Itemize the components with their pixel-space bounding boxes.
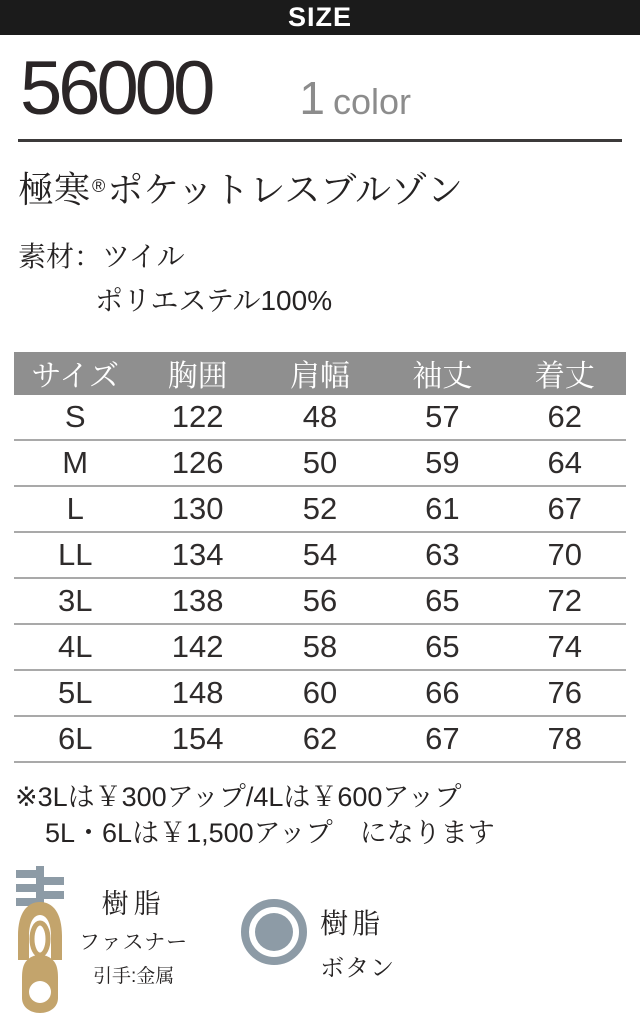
cell-shoulder: 62 xyxy=(302,720,338,756)
cell-size: 3L xyxy=(57,582,93,618)
zipper-icon xyxy=(13,866,67,1014)
material-line2: ポリエステル100% xyxy=(95,284,333,316)
table-row xyxy=(14,717,626,763)
cell-shoulder: 50 xyxy=(302,444,338,480)
col-header-sleeve: 袖丈 xyxy=(412,360,473,394)
cell-length: 64 xyxy=(547,444,582,480)
cell-chest: 138 xyxy=(171,582,224,618)
table-row xyxy=(14,441,626,487)
cell-sleeve: 63 xyxy=(425,536,460,572)
cell-chest: 148 xyxy=(171,674,224,710)
cell-size: L xyxy=(66,490,84,526)
material-section xyxy=(0,211,640,322)
product-row xyxy=(0,35,640,131)
cell-sleeve: 65 xyxy=(425,628,460,664)
size-banner xyxy=(0,0,640,35)
table-header-row xyxy=(14,352,626,395)
cell-chest: 134 xyxy=(171,536,224,572)
cell-shoulder: 58 xyxy=(302,628,338,664)
table-row xyxy=(14,579,626,625)
cell-chest: 154 xyxy=(171,720,224,756)
cell-length: 72 xyxy=(547,582,582,618)
feature-icons-row xyxy=(13,866,640,1014)
material-line1: 素材：ツイル xyxy=(18,241,185,273)
col-header-shoulder: 肩幅 xyxy=(289,360,350,394)
cell-length: 76 xyxy=(547,674,582,710)
table-row xyxy=(14,533,626,579)
col-header-chest: 胸囲 xyxy=(167,360,228,394)
button-material-label: 樹脂 xyxy=(320,907,385,939)
cell-sleeve: 66 xyxy=(425,674,460,710)
cell-length: 70 xyxy=(547,536,582,572)
fastener-type-label: ファスナー xyxy=(79,930,189,954)
registered-mark: ® xyxy=(92,176,106,196)
product-code: 56000 xyxy=(20,46,212,131)
cell-shoulder: 56 xyxy=(302,582,338,618)
cell-length: 78 xyxy=(547,720,582,756)
price-note xyxy=(0,763,640,852)
color-word: color xyxy=(332,81,411,122)
product-title xyxy=(0,142,640,211)
cell-size: M xyxy=(62,444,89,480)
cell-size: S xyxy=(64,398,86,434)
cell-sleeve: 65 xyxy=(425,582,460,618)
cell-chest: 142 xyxy=(171,628,224,664)
brand-name: 極寒 xyxy=(18,169,91,210)
cell-size: 6L xyxy=(57,720,93,756)
cell-sleeve: 61 xyxy=(425,490,460,526)
fastener-pull-detail-label: 引手:金属 xyxy=(92,965,175,987)
table-row xyxy=(14,625,626,671)
button-label-block xyxy=(320,902,395,983)
cell-sleeve: 67 xyxy=(425,720,460,756)
price-note-line2: 5L・6Lは￥1,500アップ になります xyxy=(45,818,495,849)
cell-sleeve: 57 xyxy=(425,398,460,434)
col-header-size: サイズ xyxy=(31,360,119,394)
color-count: 1 xyxy=(299,72,325,124)
cell-length: 62 xyxy=(547,398,582,434)
fastener-label-block xyxy=(79,882,188,988)
product-name: ポケットレスブルゾン xyxy=(107,169,463,210)
col-header-length: 着丈 xyxy=(534,360,595,394)
size-table xyxy=(14,352,626,763)
cell-chest: 130 xyxy=(171,490,224,526)
cell-chest: 126 xyxy=(171,444,224,480)
cell-size: LL xyxy=(57,536,93,572)
price-note-line1: ※3Lは￥300アップ/4Lは￥600アップ xyxy=(15,781,462,812)
table-row xyxy=(14,671,626,717)
cell-chest: 122 xyxy=(171,398,224,434)
button-type-label: ボタン xyxy=(320,954,396,982)
cell-size: 5L xyxy=(57,674,93,710)
table-row xyxy=(14,395,626,441)
cell-shoulder: 60 xyxy=(302,674,338,710)
button-icon xyxy=(240,898,308,966)
size-banner-label: SIZE xyxy=(287,2,352,32)
button-feature-block xyxy=(240,898,395,983)
fastener-material-label: 樹脂 xyxy=(101,888,166,919)
table-row xyxy=(14,487,626,533)
cell-length: 67 xyxy=(547,490,582,526)
cell-shoulder: 52 xyxy=(302,490,338,526)
cell-length: 74 xyxy=(547,628,582,664)
cell-shoulder: 54 xyxy=(302,536,338,572)
cell-shoulder: 48 xyxy=(302,398,338,434)
cell-sleeve: 59 xyxy=(425,444,460,480)
cell-size: 4L xyxy=(57,628,93,664)
